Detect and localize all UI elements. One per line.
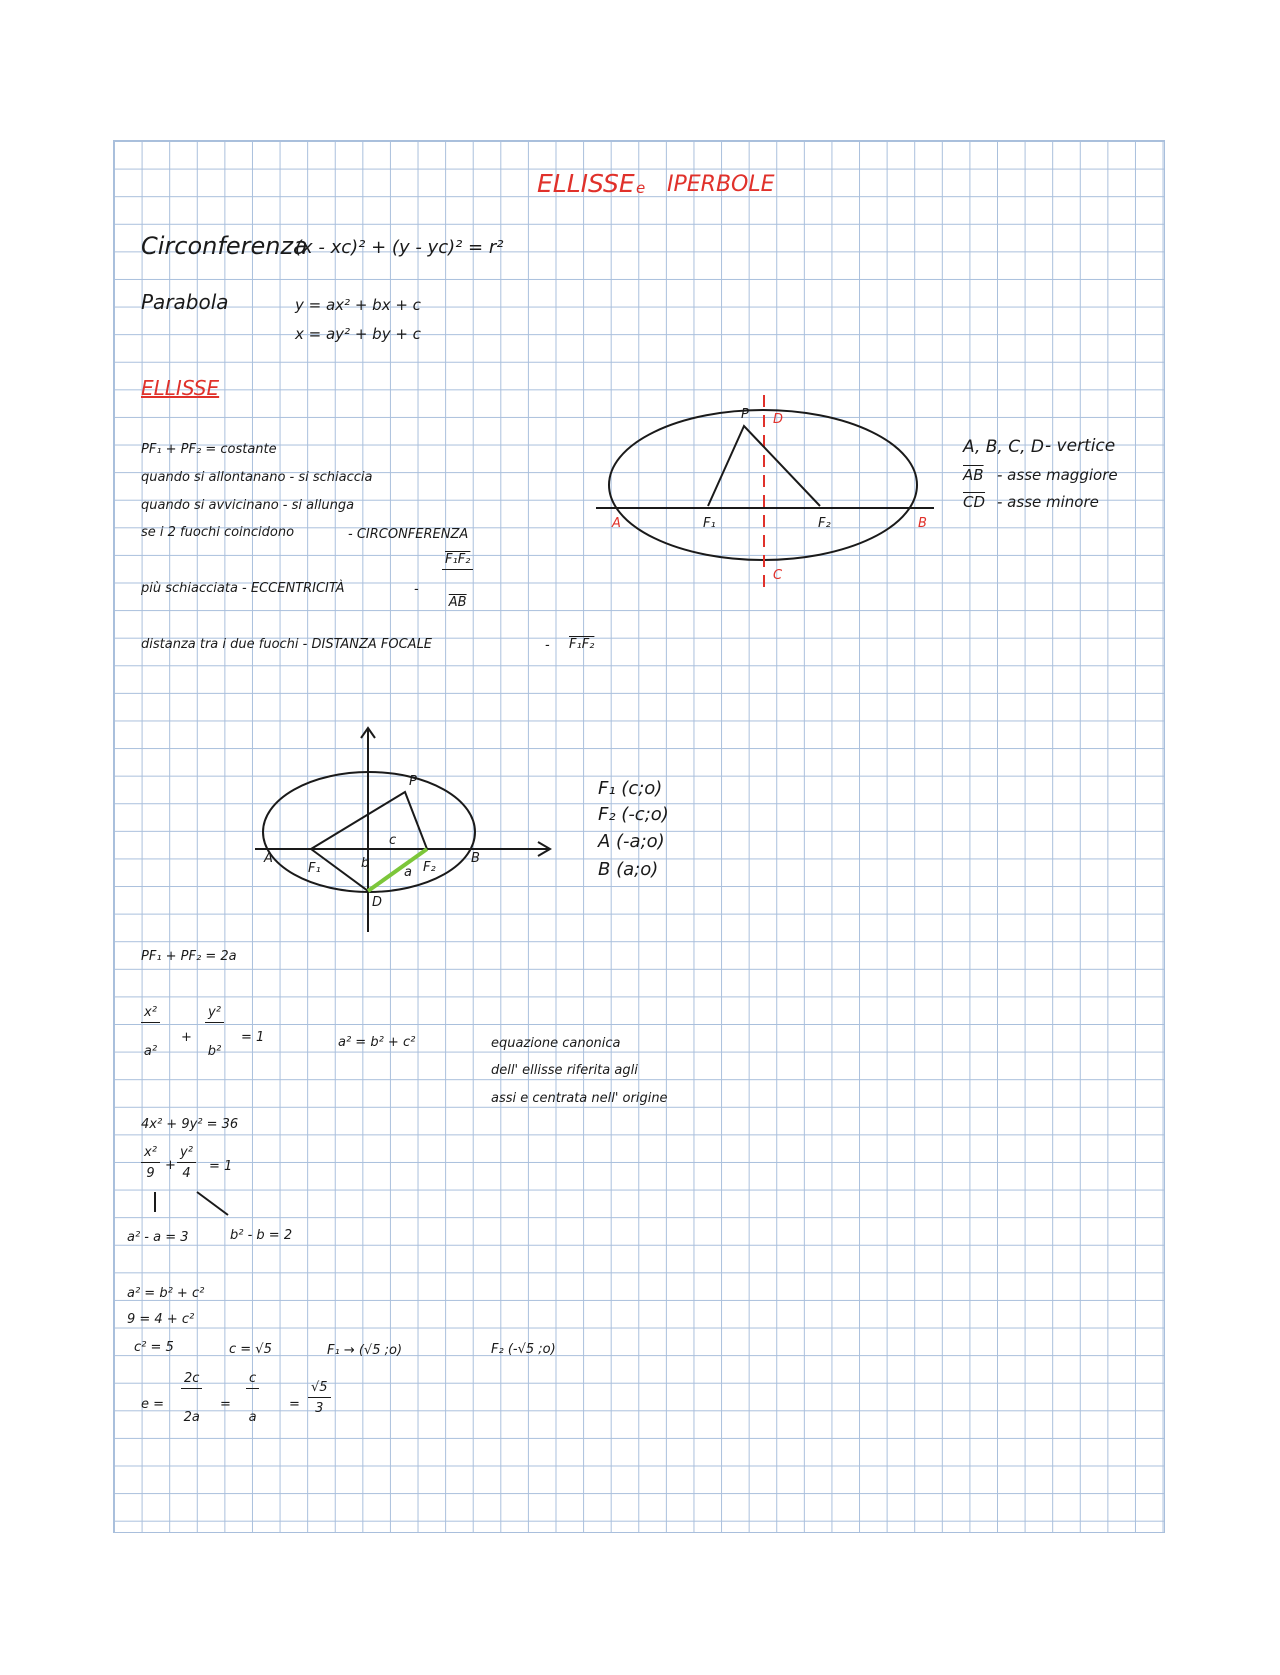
- example-b-value: b² - b = 2: [230, 1228, 293, 1243]
- ab-text: - asse maggiore: [997, 466, 1118, 484]
- ecc-frac-1-den: 2a: [183, 1410, 200, 1425]
- relation-abc: a² = b² + c²: [338, 1035, 416, 1050]
- label-b-segment: b: [361, 856, 370, 871]
- ecc-frac-2-num: c: [246, 1372, 259, 1389]
- schiacciata-eccentricita: più schiacciata - ECCENTRICITÀ: [141, 581, 345, 596]
- example-y-num: y²: [177, 1146, 196, 1163]
- vertici-text: - vertice: [1045, 436, 1116, 456]
- circonferenza-equation: (x - xc)² + (y - yc)² = r²: [295, 237, 504, 258]
- example-f1: F₁ → (√5 ;o): [327, 1343, 403, 1358]
- canonica-line-3: assi e centrata nell' origine: [491, 1091, 668, 1106]
- ellisse-allontanano: quando si allontanano - si schiaccia: [141, 470, 373, 485]
- ecc-frac-3-den: 3: [315, 1401, 324, 1416]
- eccentricity-eq-1: =: [220, 1397, 231, 1412]
- dash: -: [414, 582, 419, 597]
- label-d2: D: [372, 895, 383, 910]
- y-denominator: b²: [207, 1044, 222, 1059]
- parabola-equation-2: x = ay² + by + c: [295, 325, 421, 343]
- ellisse-definition: PF₁ + PF₂ = costante: [141, 442, 277, 457]
- distanza-focale-value: F₁F₂: [569, 637, 595, 652]
- title-iperbole: IPERBOLE: [667, 172, 775, 197]
- example-eq-one: = 1: [209, 1159, 233, 1174]
- label-f2: F₂: [818, 516, 831, 531]
- ellisse-coincidono: se i 2 fuochi coincidono: [141, 525, 295, 540]
- ellisse-heading: ELLISSE: [141, 376, 220, 400]
- title-ellisse: ELLISSE: [537, 169, 635, 198]
- y-numerator: y²: [205, 1006, 224, 1023]
- label-p: P: [741, 407, 749, 422]
- coord-f1: F₁ (c;o): [598, 778, 663, 799]
- example-c-value: c = √5: [229, 1342, 272, 1357]
- example-y-den: 4: [182, 1166, 191, 1181]
- example-x-den: 9: [146, 1166, 155, 1181]
- parabola-label: Parabola: [141, 290, 229, 314]
- example-equation: 4x² + 9y² = 36: [141, 1117, 239, 1132]
- label-a-segment: a: [404, 865, 412, 880]
- example-relation-1: a² = b² + c²: [127, 1286, 205, 1301]
- ellisse-avvicinano: quando si avvicinano - si allunga: [141, 498, 355, 513]
- example-relation-3: c² = 5: [134, 1340, 174, 1355]
- eccentricity-numerator: F₁F₂: [442, 553, 473, 570]
- eccentricity-frac-1: [181, 1372, 202, 1424]
- x-numerator: x²: [141, 1006, 160, 1023]
- x-denominator: a²: [143, 1044, 158, 1059]
- label-c: C: [773, 568, 783, 583]
- cd-text: - asse minore: [997, 493, 1099, 511]
- circonferenza-word: - CIRCONFERENZA: [348, 527, 469, 542]
- pf-sum: PF₁ + PF₂ = 2a: [141, 949, 237, 964]
- canonica-line-2: dell' ellisse riferita agli: [491, 1063, 638, 1078]
- coord-f2: F₂ (-c;o): [598, 804, 669, 825]
- label-a: A: [612, 516, 621, 531]
- label-c2: c: [389, 833, 397, 848]
- example-f2: F₂ (-√5 ;o): [491, 1342, 556, 1357]
- ab-label: $\overline{AB}$: [963, 466, 984, 484]
- coord-a: A (-a;o): [598, 831, 665, 852]
- eccentricity-e-label: e =: [141, 1397, 165, 1412]
- example-plus: +: [165, 1158, 176, 1173]
- label-b2: B: [471, 851, 480, 866]
- circonferenza-label: Circonferenza: [141, 232, 308, 260]
- label-b: B: [918, 516, 927, 531]
- branch-b: [197, 1192, 228, 1215]
- example-x-num: x²: [141, 1146, 160, 1163]
- plus-sign: +: [181, 1030, 192, 1045]
- distanza-focale-label: distanza tra i due fuochi - DISTANZA FOCALE: [141, 637, 433, 652]
- parabola-equation-1: y = ax² + bx + c: [295, 296, 421, 314]
- eccentricity-frac-3: [308, 1381, 331, 1415]
- eccentricity-frac-2: [246, 1372, 259, 1424]
- label-f2-2: F₂: [423, 860, 436, 875]
- cd-label: $\overline{CD}$: [963, 493, 986, 511]
- eccentricity-eq-2: =: [289, 1397, 300, 1412]
- example-relation-2: 9 = 4 + c²: [127, 1312, 195, 1327]
- label-a2: A: [264, 851, 273, 866]
- coord-b: B (a;o): [598, 859, 659, 880]
- dash: -: [545, 638, 550, 653]
- example-a-value: a² - a = 3: [127, 1230, 189, 1245]
- title-e: e: [636, 179, 646, 197]
- label-f1: F₁: [703, 516, 716, 531]
- ecc-frac-2-den: a: [248, 1410, 257, 1425]
- canonica-line-1: equazione canonica: [491, 1036, 621, 1051]
- label-f1-2: F₁: [308, 861, 321, 876]
- ecc-frac-3-num: √5: [308, 1381, 331, 1398]
- label-p2: P: [409, 774, 417, 789]
- eccentricity-denominator: AB: [448, 595, 467, 610]
- equals-one: = 1: [241, 1030, 265, 1045]
- ecc-frac-1-num: 2c: [181, 1372, 202, 1389]
- label-d: D: [773, 412, 784, 427]
- vertici-label: A, B, C, D: [963, 437, 1044, 457]
